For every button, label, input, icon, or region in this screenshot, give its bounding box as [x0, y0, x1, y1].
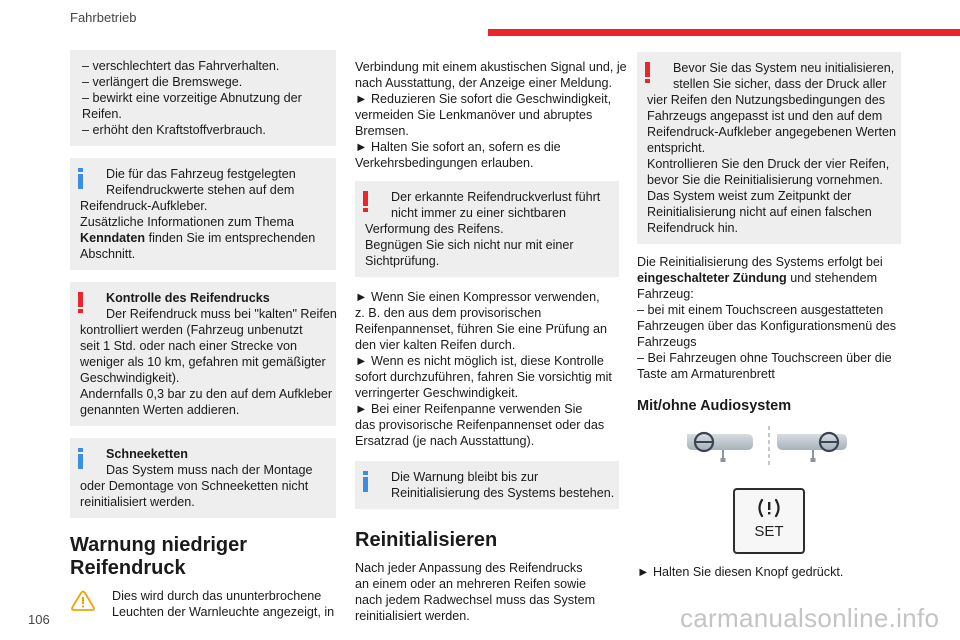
body-text: Bremsen.: [355, 124, 409, 138]
body-text: sofort durchzuführen, fahren Sie vorsichtig mit: [355, 370, 612, 384]
body-text: das provisorische Reifenpannenset oder das: [355, 418, 605, 432]
warning-box-before-reinit: [637, 52, 901, 244]
warning-text: Kontrollieren Sie den Druck der vier Reifen,: [647, 157, 890, 171]
bold-term: eingeschalteter Zündung: [637, 271, 787, 285]
tpms-set-button[interactable]: [733, 488, 805, 554]
info-box-snow-chains: [70, 438, 336, 518]
column-2: [355, 59, 627, 624]
body-text: ► Reduzieren Sie sofort die Geschwindigkeit,: [355, 92, 612, 106]
warning-text: Begnügen Sie sich nicht nur mit einer: [365, 238, 574, 252]
list-item: – verschlechtert das Fahrverhalten.: [82, 59, 280, 73]
warning-text: Reifendruck-Aufkleber angegebenen Werten: [647, 125, 897, 139]
dashboard-illustration: [637, 422, 901, 472]
warning-text: vier Reifen den Nutzungsbedingungen des: [647, 93, 886, 107]
info-text: Reinitialisierung des Systems bestehen.: [391, 486, 615, 500]
warning-text: Der erkannte Reifendruckverlust führt: [391, 190, 601, 204]
warning-text: Reinitialisierung nicht auf einen falschen: [647, 205, 872, 219]
subheading-audio: Mit/ohne Audiosystem: [637, 398, 792, 414]
warning-text: Das System weist zum Zeitpunkt der: [647, 189, 852, 203]
body-text: den vier kalten Reifen durch.: [355, 338, 516, 352]
body-text: nach Ausstattung, der Anzeige einer Meldung.: [355, 76, 612, 90]
body-text: nach jedem Radwechsel muss das System: [355, 593, 596, 607]
warning-icon: [363, 191, 368, 212]
body-text: Reifenpannenset, führen Sie eine Prüfung an: [355, 322, 608, 336]
warning-text: weniger als 10 km, gefahren mit gemäßigter: [80, 355, 326, 369]
body-text: ► Wenn es nicht möglich ist, diese Kontrolle: [355, 354, 604, 368]
info-box-tire-values: [70, 158, 336, 270]
warning-text: Bevor Sie das System neu initialisieren,: [673, 61, 895, 75]
body-text: Dies wird durch das ununterbrochene: [112, 589, 322, 603]
watermark: carmanualsonline.info: [680, 603, 940, 633]
body-text: an einem oder an mehreren Reifen sowie: [355, 577, 587, 591]
section-title-line: Warnung niedriger: [70, 534, 248, 556]
list-item: Fahrzeugs: [637, 335, 697, 349]
warning-text: seit 1 Std. oder nach einer Strecke von: [80, 339, 298, 353]
info-text: oder Demontage von Schneeketten nicht: [80, 479, 309, 493]
warning-text: Sichtprüfung.: [365, 254, 440, 268]
hold-button-instruction: ► Halten Sie diesen Knopf gedrückt.: [637, 565, 844, 579]
body-text: [637, 270, 901, 286]
body-text: ► Bei einer Reifenpanne verwenden Sie: [355, 402, 583, 416]
list-item: – Bei Fahrzeugen ohne Touchscreen über die: [637, 351, 892, 365]
column-3: [637, 52, 901, 580]
warning-text: Fahrzeugs angepasst ist und den auf dem: [647, 109, 883, 123]
info-text: Reifendruckwerte stehen auf dem: [106, 183, 295, 197]
body-text: z. B. den aus dem provisorischen: [355, 306, 542, 320]
list-item: – verlängert die Bremswege.: [82, 75, 243, 89]
header-accent-bar: [488, 29, 960, 36]
warning-triangle-icon: [70, 590, 96, 612]
section-title-line: Reifendruck: [70, 557, 186, 579]
body-text: Nach jeder Anpassung des Reifendrucks: [355, 561, 583, 575]
info-icon: [78, 168, 83, 189]
list-item: Taste am Armaturenbrett: [637, 367, 775, 381]
warning-icon: [645, 62, 650, 83]
warning-text: kontrolliert werden (Fahrzeug unbenutzt: [80, 323, 303, 337]
body-text: vermeiden Sie Lenkmanöver und abruptes: [355, 108, 593, 122]
header-section-label: Fahrbetrieb: [70, 10, 137, 25]
section-title-reinit: Reinitialisieren: [355, 529, 498, 551]
info-bold-term: Kenndaten: [80, 231, 146, 245]
body-text: verringerter Geschwindigkeit.: [355, 386, 519, 400]
warning-box-pressure-check: [70, 282, 336, 426]
warning-icon: [78, 292, 83, 313]
reinit-text: [355, 560, 619, 624]
warning-text: Verformung des Reifens.: [365, 222, 504, 236]
reinit-conditions-text: [637, 254, 901, 382]
section-title-low-pressure: [70, 534, 336, 580]
body-text: und stehendem: [786, 271, 878, 285]
column-1: [70, 50, 336, 620]
list-item: – bei mit einem Touchscreen ausgestatteten: [637, 303, 884, 317]
body-text: Fahrzeug:: [637, 287, 694, 301]
warning-text: genannten Werten addieren.: [80, 403, 240, 417]
body-text: reinitialisiert werden.: [355, 609, 470, 623]
info-box-warning-persists: [355, 461, 619, 509]
warning-text: Der Reifendruck muss bei "kalten" Reifen: [106, 307, 337, 321]
body-text: Die Reinitialisierung des Systems erfolgt bei: [637, 255, 883, 269]
info-text: Die für das Fahrzeug festgelegten: [106, 167, 296, 181]
info-text: Die Warnung bleibt bis zur: [391, 470, 539, 484]
list-item: Reifen.: [82, 107, 122, 121]
low-pressure-warning-text: [70, 588, 336, 620]
info-text: Reifendruck-Aufkleber.: [80, 199, 208, 213]
tire-effects-list: [70, 50, 336, 146]
warning-text: Reifendruck hin.: [647, 221, 739, 235]
info-text: Abschnitt.: [80, 247, 136, 261]
warning-title: Kontrolle des Reifendrucks: [106, 291, 270, 305]
dashboard-variants-icon: [637, 422, 901, 472]
warning-text: Andernfalls 0,3 bar zu den auf dem Aufkleber: [80, 387, 333, 401]
procedure-text: [355, 289, 619, 449]
warning-text: bevor Sie die Reinitialisierung vornehmen.: [647, 173, 883, 187]
info-text: reinitialisiert werden.: [80, 495, 195, 509]
warning-text: stellen Sie sicher, dass der Druck aller: [673, 77, 887, 91]
list-item: – erhöht den Kraftstoffverbrauch.: [82, 123, 266, 137]
body-text: ► Wenn Sie einen Kompressor verwenden,: [355, 290, 600, 304]
list-item: Fahrzeugen über das Konfigurationsmenü des: [637, 319, 897, 333]
info-text: Das System muss nach der Montage: [106, 463, 313, 477]
warning-text: Geschwindigkeit).: [80, 371, 180, 385]
body-text: Verbindung mit einem akustischen Signal und, je: [355, 60, 627, 74]
body-text: Ersatzrad (je nach Ausstattung).: [355, 434, 535, 448]
tire-pressure-icon: [756, 498, 782, 518]
info-icon: [78, 448, 83, 469]
warning-text: entspricht.: [647, 141, 706, 155]
info-text: finden Sie im entsprechenden: [145, 231, 316, 245]
page-number: 106: [28, 612, 50, 627]
body-text: ► Halten Sie sofort an, sofern es die: [355, 140, 561, 154]
set-button-label: SET: [754, 523, 784, 540]
info-text: Zusätzliche Informationen zum Thema: [80, 215, 294, 229]
body-text: Verkehrsbedingungen erlauben.: [355, 156, 534, 170]
list-item: – bewirkt eine vorzeitige Abnutzung der: [82, 91, 302, 105]
body-text: Leuchten der Warnleuchte angezeigt, in: [112, 605, 335, 619]
warning-text: nicht immer zu einer sichtbaren: [391, 206, 566, 220]
warning-box-deformation: [355, 181, 619, 277]
intro-text: [355, 59, 627, 171]
info-title: Schneeketten: [106, 447, 188, 461]
info-text: [80, 230, 326, 246]
info-icon: [363, 471, 368, 492]
